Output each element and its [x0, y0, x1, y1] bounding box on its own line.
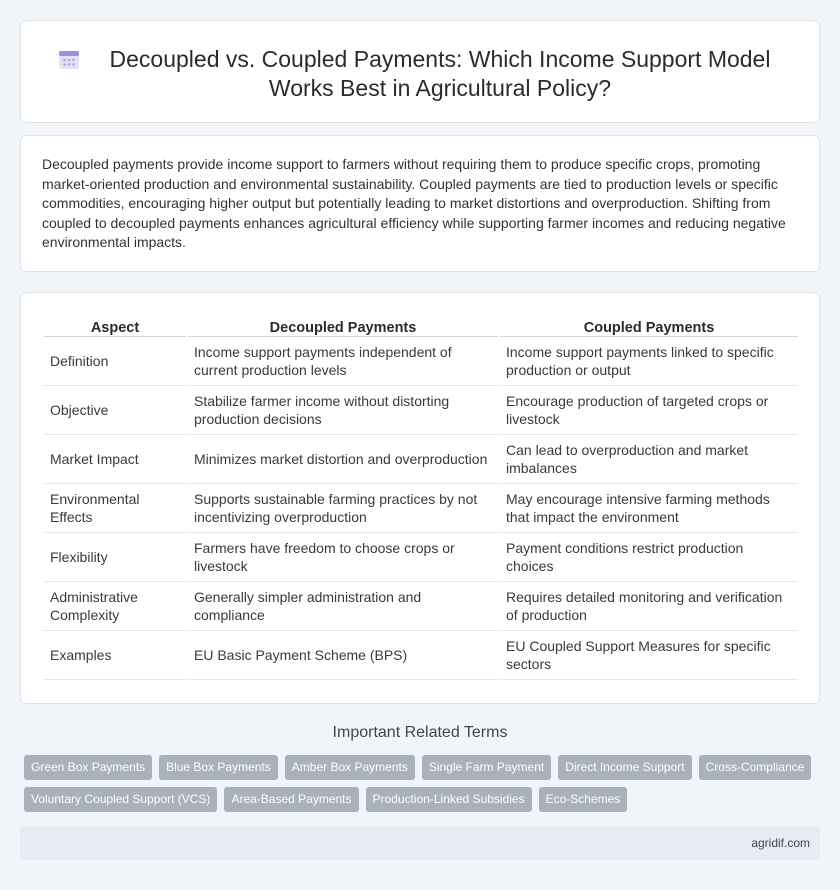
- cell-decoupled: Farmers have freedom to choose crops or livestock: [188, 533, 498, 582]
- table-row: [44, 582, 798, 631]
- header-coupled: Coupled Payments: [500, 317, 798, 337]
- cell-aspect: Examples: [44, 631, 186, 680]
- cell-aspect: Environmental Effects: [44, 484, 186, 533]
- cell-aspect: Definition: [44, 337, 186, 386]
- title-card: [20, 20, 820, 123]
- tag-cross-compliance[interactable]: Cross-Compliance: [699, 755, 812, 780]
- tag-single-farm-payment[interactable]: Single Farm Payment: [422, 755, 551, 780]
- comparison-table: [42, 317, 800, 680]
- tag-row: [24, 755, 824, 780]
- table-row: [44, 631, 798, 680]
- cell-decoupled: Income support payments independent of current production levels: [188, 337, 498, 386]
- cell-decoupled: Stabilize farmer income without distorting production decisions: [188, 386, 498, 435]
- tag-row: [24, 787, 824, 812]
- page-title: Decoupled vs. Coupled Payments: Which Income Support Model Works Best in Agricultural Policy?: [109, 46, 771, 101]
- related-terms-heading: Important Related Terms: [332, 724, 508, 741]
- cell-coupled: Can lead to overproduction and market imbalances: [500, 435, 798, 484]
- table-header-row: [44, 317, 798, 337]
- cell-coupled: Income support payments linked to specific production or output: [500, 337, 798, 386]
- table-row: [44, 337, 798, 386]
- footer-site-link[interactable]: agridif.com: [751, 836, 810, 850]
- cell-aspect: Objective: [44, 386, 186, 435]
- cell-decoupled: EU Basic Payment Scheme (BPS): [188, 631, 498, 680]
- intro-paragraph: Decoupled payments provide income support to farmers without requiring them to produce specific crops, promoting market-oriented production and environmental sustainability. Coupled payments are tied to production levels or specific commodities, encouraging higher output but potentially leading to market distortions and overproduction. Shifting from coupled to decoupled payments enhances agricultural efficiency while supporting farmer incomes and reducing negative environmental impacts.: [42, 156, 786, 250]
- tag-green-box-payments[interactable]: Green Box Payments: [24, 755, 152, 780]
- comparison-card: [20, 292, 820, 704]
- cell-decoupled: Generally simpler administration and compliance: [188, 582, 498, 631]
- cell-coupled: Encourage production of targeted crops or livestock: [500, 386, 798, 435]
- table-row: [44, 435, 798, 484]
- cell-decoupled: Supports sustainable farming practices by not incentivizing overproduction: [188, 484, 498, 533]
- cell-coupled: Payment conditions restrict production choices: [500, 533, 798, 582]
- cell-aspect: Flexibility: [44, 533, 186, 582]
- tag-area-based-payments[interactable]: Area-Based Payments: [224, 787, 358, 812]
- cell-aspect: Market Impact: [44, 435, 186, 484]
- cell-coupled: EU Coupled Support Measures for specific sectors: [500, 631, 798, 680]
- cell-aspect: Administrative Complexity: [44, 582, 186, 631]
- table-row: [44, 386, 798, 435]
- tag-direct-income-support[interactable]: Direct Income Support: [558, 755, 691, 780]
- tag-eco-schemes[interactable]: Eco-Schemes: [539, 787, 628, 812]
- header-aspect: Aspect: [44, 317, 186, 337]
- table-row: [44, 533, 798, 582]
- header-decoupled: Decoupled Payments: [188, 317, 498, 337]
- tag-blue-box-payments[interactable]: Blue Box Payments: [159, 755, 278, 780]
- table-row: [44, 484, 798, 533]
- cell-decoupled: Minimizes market distortion and overproduction: [188, 435, 498, 484]
- intro-card: [20, 135, 820, 272]
- footer: [20, 826, 820, 860]
- tag-amber-box-payments[interactable]: Amber Box Payments: [285, 755, 415, 780]
- tag-voluntary-coupled-support[interactable]: Voluntary Coupled Support (VCS): [24, 787, 217, 812]
- cell-coupled: May encourage intensive farming methods that impact the environment: [500, 484, 798, 533]
- cell-coupled: Requires detailed monitoring and verification of production: [500, 582, 798, 631]
- related-terms-list: [24, 755, 824, 819]
- tag-production-linked-subsidies[interactable]: Production-Linked Subsidies: [366, 787, 532, 812]
